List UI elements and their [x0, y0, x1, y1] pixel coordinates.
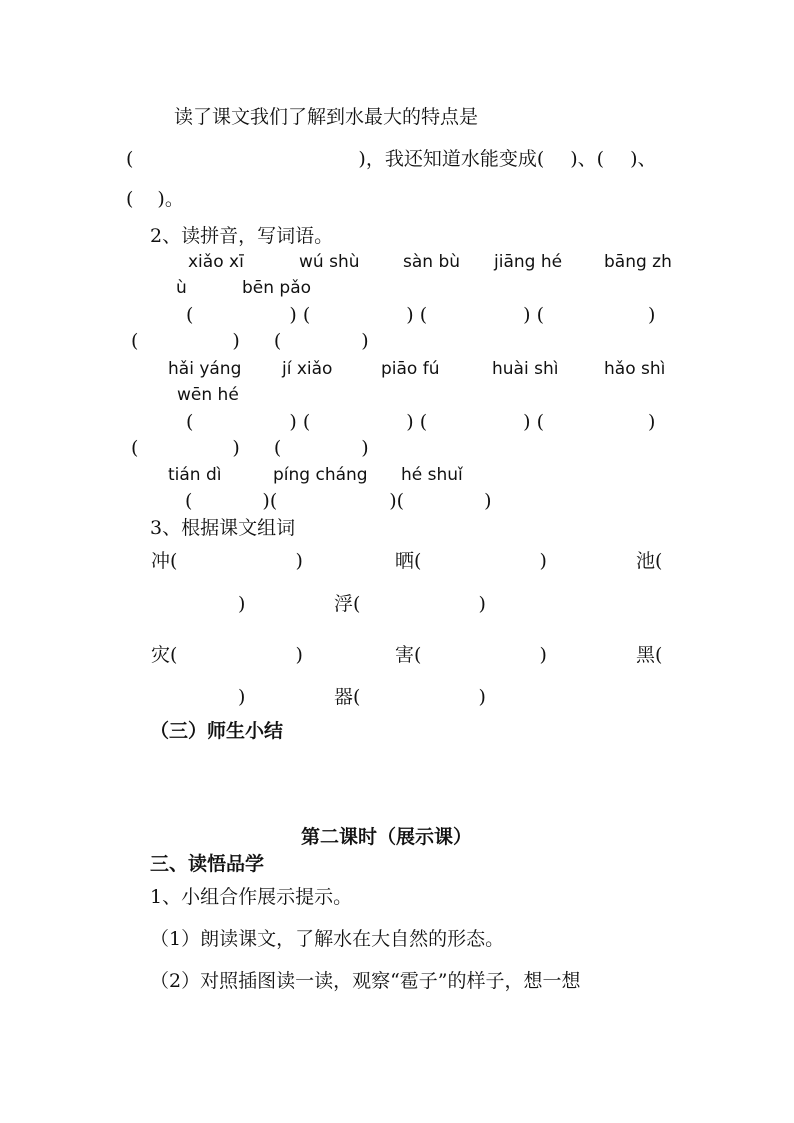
- q3-char-chong: 冲: [151, 550, 171, 572]
- q3-char-hei: 黑: [636, 644, 656, 666]
- blanks-row-1b: ( ) ( ): [131, 330, 369, 352]
- q3-hei-close: ): [238, 686, 246, 708]
- intro-line-2: ( )，我还知道水能变成( )、( )、: [126, 148, 657, 170]
- lesson-2-item-3: （2）对照插图读一读，观察“雹子”的样子，想一想: [150, 970, 581, 992]
- pinyin-huaishi: huài shì: [492, 359, 559, 379]
- pinyin-jianghe: jiāng hé: [494, 252, 563, 272]
- pinyin-benpao: bēn pǎo: [242, 278, 312, 298]
- intro-line-3: ( )。: [126, 188, 184, 210]
- lesson-2-item-2: （1）朗读课文，了解水在大自然的形态。: [150, 928, 505, 950]
- pinyin-wushu: wú shù: [299, 252, 360, 272]
- blanks-row-2b: ( ) ( ): [131, 437, 369, 459]
- pinyin-jixiao: jí xiǎo: [282, 359, 333, 379]
- q3-hai-item: 害( ): [395, 644, 547, 666]
- q3-hei-item: 黑(: [636, 644, 663, 666]
- pinyin-bangzhu-part1: bāng zh: [604, 252, 672, 272]
- q3-shai-item: 晒( ): [395, 550, 547, 572]
- q3-chi-item: 池(: [636, 550, 663, 572]
- pinyin-wenhe: wēn hé: [177, 385, 239, 405]
- q3-char-chi: 池: [636, 550, 656, 572]
- q3-chi-close: ): [238, 593, 246, 615]
- q3-fu-item: 浮( ): [334, 593, 486, 615]
- blanks-row-3: ( )( )( ): [185, 490, 492, 512]
- q3-qi-item: 器( ): [334, 686, 486, 708]
- pinyin-xiaoxi: xiǎo xī: [188, 252, 244, 272]
- q3-char-fu: 浮: [334, 593, 354, 615]
- q3-char-qi: 器: [334, 686, 354, 708]
- q3-zai-item: 灾( ): [151, 644, 303, 666]
- section-3-title: （三）师生小结: [150, 720, 284, 742]
- blanks-row-1a: ( ) ( ) ( ) ( ): [186, 304, 656, 326]
- lesson-2-heading: 三、读悟品学: [150, 853, 265, 875]
- pinyin-pingchang: píng cháng: [273, 465, 368, 485]
- blanks-row-2a: ( ) ( ) ( ) ( ): [186, 411, 656, 433]
- q2-title: 2、读拼音，写词语。: [150, 225, 334, 247]
- q3-char-zai: 灾: [151, 644, 171, 666]
- pinyin-heshui: hé shuǐ: [401, 465, 463, 485]
- q3-char-hai: 害: [395, 644, 415, 666]
- pinyin-tiandi: tián dì: [168, 465, 222, 485]
- lesson-2-item-1: 1、小组合作展示提示。: [150, 886, 353, 908]
- q3-chong-item: 冲( ): [151, 550, 303, 572]
- pinyin-sanbu: sàn bù: [403, 252, 461, 272]
- q3-title: 3、根据课文组词: [150, 517, 296, 539]
- pinyin-bangzhu-part2: ù: [176, 278, 187, 298]
- pinyin-haoshi: hǎo shì: [604, 359, 666, 379]
- lesson-2-title: 第二课时（展示课）: [301, 826, 473, 848]
- intro-line-1: 读了课文我们了解到水最大的特点是: [174, 106, 479, 128]
- q3-char-shai: 晒: [395, 550, 415, 572]
- pinyin-haiyang: hǎi yáng: [168, 359, 242, 379]
- pinyin-piaofu: piāo fú: [381, 359, 440, 379]
